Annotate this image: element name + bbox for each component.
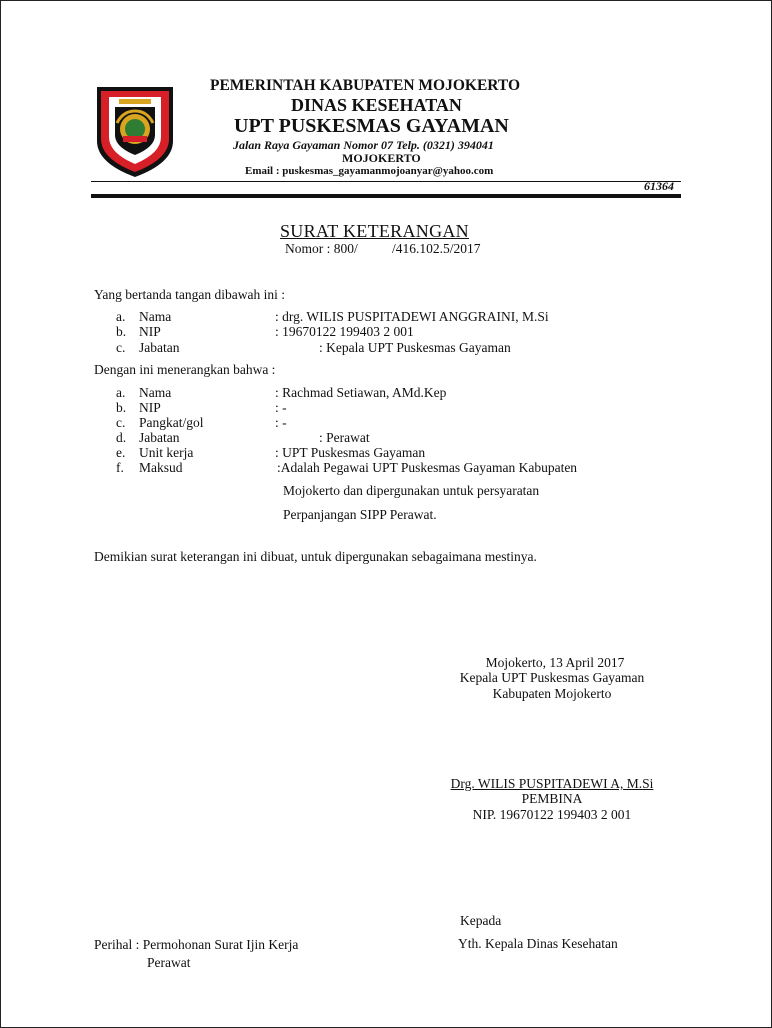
signer-letter: b. [116, 324, 127, 339]
subject-label: Pangkat/gol [139, 415, 204, 430]
header-government: PEMERINTAH KABUPATEN MOJOKERTO [210, 77, 521, 94]
statement-text: Dengan ini menerangkan bahwa : [94, 362, 276, 377]
recipient-label: Kepada [460, 913, 502, 928]
signer-label: Nama [139, 309, 172, 324]
subject-line: Perihal : Permohonan Surat Ijin Kerja [94, 937, 299, 952]
subject-value: : - [275, 400, 287, 415]
subject-letter: a. [116, 385, 126, 400]
subject-label: Maksud [139, 460, 183, 475]
closing-text: Demikian surat keterangan ini dibuat, untuk dipergunakan sebagaimana mestinya. [94, 549, 537, 564]
header-address: Jalan Raya Gayaman Nomor 07 Telp. (0321) 394041 [233, 138, 494, 152]
subject-value: :Adalah Pegawai UPT Puskesmas Gayaman Kabupaten [277, 460, 578, 475]
signature-region: Kabupaten Mojokerto [492, 686, 612, 701]
subject-value: : Perawat [319, 430, 370, 445]
subject-letter: e. [116, 445, 126, 460]
recipient-value: Yth. Kepala Dinas Kesehatan [458, 936, 618, 951]
subject-label: Nama [139, 385, 172, 400]
subject-value: : - [275, 415, 287, 430]
intro-text: Yang bertanda tangan dibawah ini : [94, 287, 285, 302]
signer-label: NIP [139, 324, 161, 339]
subject-letter: d. [116, 430, 127, 445]
header-postal-code: 61364 [644, 179, 674, 193]
header-thin-rule [91, 181, 681, 182]
signature-nip: NIP. 19670122 199403 2 001 [472, 807, 632, 822]
subject-value: : UPT Puskesmas Gayaman [275, 445, 426, 460]
signer-value: : drg. WILIS PUSPITADEWI ANGGRAINI, M.Si [275, 309, 549, 324]
subject-letter: b. [116, 400, 127, 415]
signature-place-date: Mojokerto, 13 April 2017 [485, 655, 625, 670]
signer-letter: c. [116, 340, 126, 355]
signature-position: Kepala UPT Puskesmas Gayaman [459, 670, 645, 685]
subject-line-continuation: Perawat [147, 955, 191, 970]
header-city: MOJOKERTO [342, 151, 421, 165]
subject-letter: c. [116, 415, 126, 430]
subject-label: Unit kerja [139, 445, 194, 460]
emblem-top-bar [119, 99, 151, 104]
purpose-continuation: Perpanjangan SIPP Perawat. [283, 507, 437, 522]
signer-value: : Kepala UPT Puskesmas Gayaman [319, 340, 511, 355]
header-thick-rule [91, 194, 681, 198]
header-department: DINAS KESEHATAN [291, 95, 462, 115]
signature-rank: PEMBINA [521, 791, 583, 806]
regency-emblem-logo [93, 81, 177, 179]
signature-name: Drg. WILIS PUSPITADEWI A, M.Si [450, 776, 654, 791]
signer-value: : 19670122 199403 2 001 [275, 324, 414, 339]
letter-title: SURAT KETERANGAN [280, 221, 469, 241]
letter-number-suffix: /416.102.5/2017 [392, 241, 481, 256]
subject-letter: f. [116, 460, 124, 475]
emblem-red-band [123, 136, 147, 142]
signer-letter: a. [116, 309, 126, 324]
signer-label: Jabatan [139, 340, 180, 355]
subject-label: Jabatan [139, 430, 180, 445]
header-email: Email : puskesmas_gayamanmojoanyar@yahoo.com [245, 165, 494, 177]
subject-value: : Rachmad Setiawan, AMd.Kep [275, 385, 447, 400]
purpose-continuation: Mojokerto dan dipergunakan untuk persyaratan [283, 483, 540, 498]
subject-label: NIP [139, 400, 161, 415]
letter-number-label: Nomor : 800/ [285, 241, 358, 256]
header-unit: UPT PUSKESMAS GAYAMAN [234, 115, 509, 137]
